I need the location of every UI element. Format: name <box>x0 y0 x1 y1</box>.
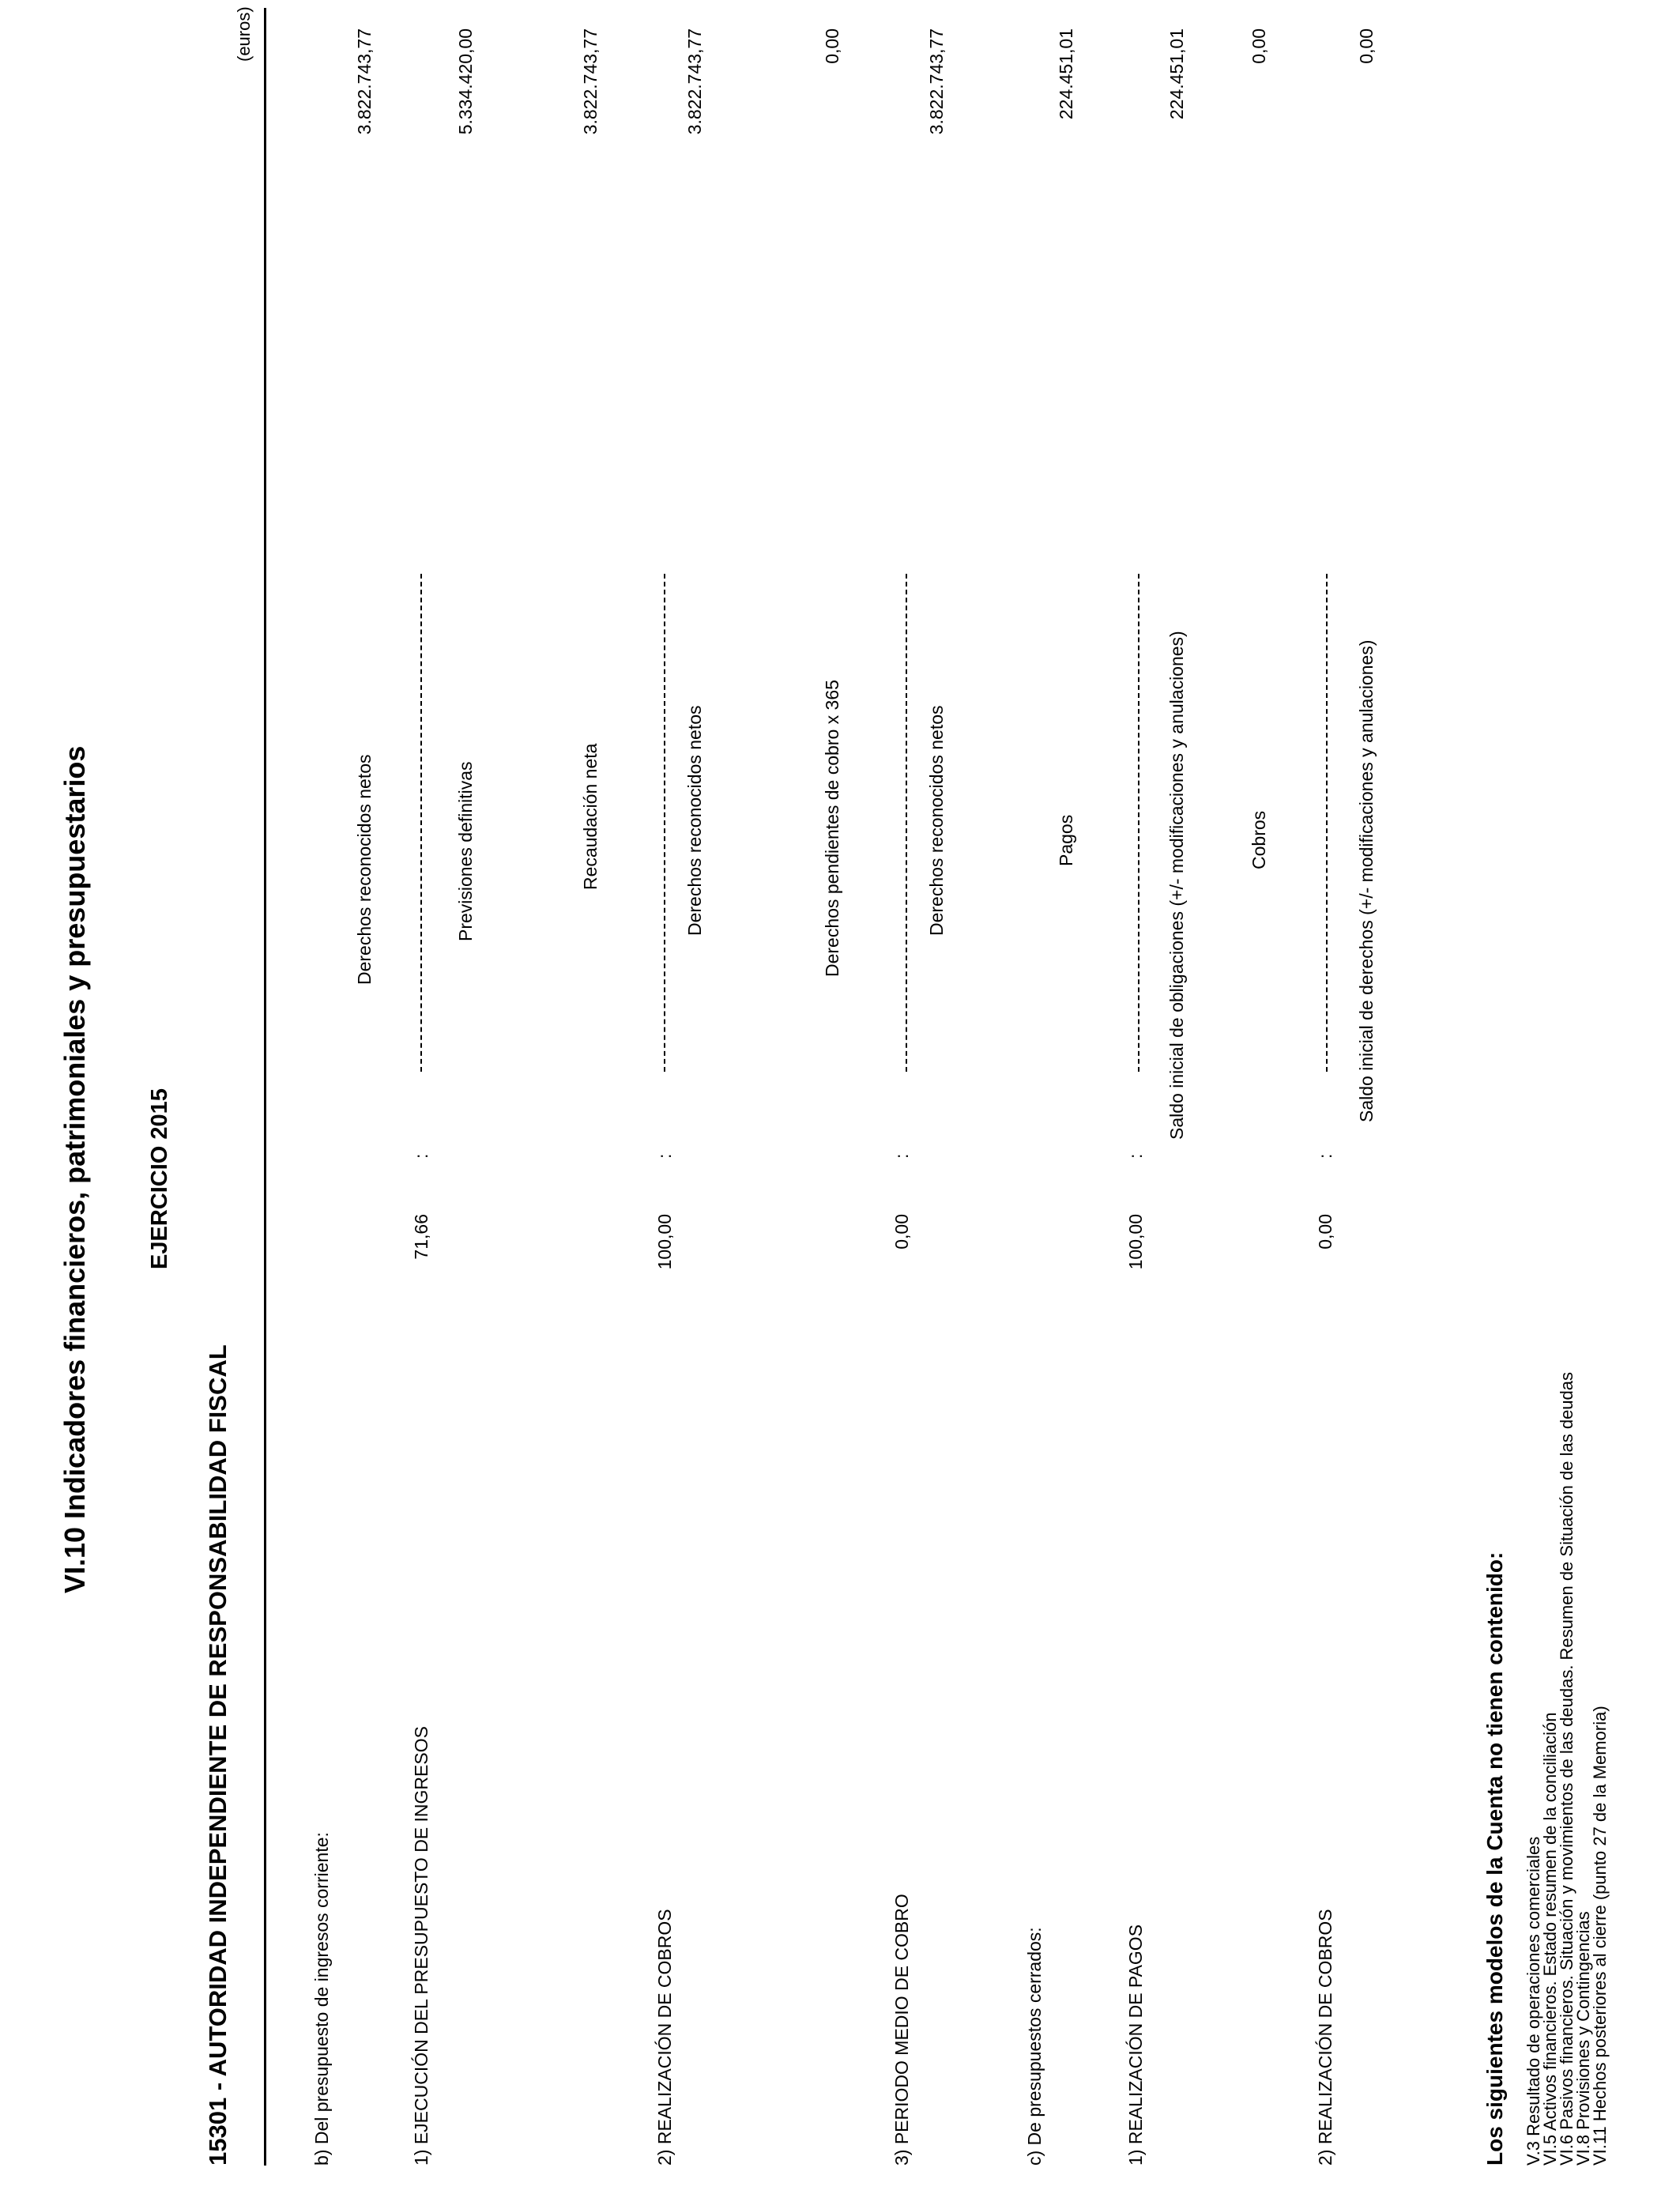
notes-item: VI.6 Pasivos financieros. Situación y movimientos de las deudas. Resumen de Situación de las deudas <box>1557 1371 1576 2166</box>
page-title: VI.10 Indicadores financieros, patrimoniales y presupuestarios <box>58 745 91 1593</box>
notes-item: VI.5 Activos financieros. Estado resumen de la conciliación <box>1540 1712 1560 2166</box>
indicator-result: 100,00 <box>1125 1214 1146 1270</box>
numerator-text: Pagos <box>1056 814 1076 866</box>
denominator-text: Saldo inicial de derechos (+/- modificaciones y anulaciones) <box>1356 639 1377 1122</box>
fraction-line <box>1326 574 1328 1072</box>
denominator-value: 0,00 <box>1356 28 1377 64</box>
fraction-line <box>664 574 665 1072</box>
numerator-value: 3.822.743,77 <box>354 28 375 135</box>
entity-heading: 15301 - AUTORIDAD INDEPENDIENTE DE RESPONSABILIDAD FISCAL <box>204 1344 232 2166</box>
indicator-result: 0,00 <box>891 1214 912 1250</box>
exercise-heading: EJERCICIO 2015 <box>147 1088 172 1269</box>
notes-item: VI.8 Provisiones y Contingencias <box>1573 1911 1593 2166</box>
indicator-result: 100,00 <box>654 1214 675 1270</box>
indicator-colon: : <box>891 1153 912 1159</box>
indicator-result: 0,00 <box>1315 1214 1335 1250</box>
notes-item: V.3 Resultado de operaciones comerciales <box>1524 1836 1543 2166</box>
numerator-value: 224.451,01 <box>1056 28 1076 120</box>
indicator-result: 71,66 <box>411 1214 431 1260</box>
numerator-text: Derechos reconocidos netos <box>354 754 375 985</box>
numerator-text: Recaudación neta <box>580 743 601 890</box>
numerator-text: Derechos pendientes de cobro x 365 <box>822 680 842 977</box>
denominator-value: 5.334.420,00 <box>455 28 476 135</box>
indicator-label: 2) REALIZACIÓN DE COBROS <box>654 1909 675 2166</box>
notes-item: VI.11 Hechos posteriores al cierre (punto 27 de la Memoria) <box>1590 1706 1610 2166</box>
notes-title: Los siguientes modelos de la Cuenta no tienen contenido: <box>1482 1551 1507 2166</box>
indicator-colon: : <box>411 1153 431 1159</box>
section-heading-corriente: b) Del presupuesto de ingresos corriente: <box>311 1832 332 2166</box>
currency-unit: (euros) <box>234 6 254 62</box>
fraction-line <box>420 574 422 1072</box>
indicator-colon: : <box>1125 1153 1146 1159</box>
fraction-line <box>906 574 907 1072</box>
denominator-text: Derechos reconocidos netos <box>684 705 705 936</box>
denominator-text: Derechos reconocidos netos <box>926 705 947 936</box>
denominator-value: 3.822.743,77 <box>926 28 947 135</box>
section-heading-cerrados: c) De presupuestos cerrados: <box>1024 1927 1045 2166</box>
numerator-value: 3.822.743,77 <box>580 28 601 135</box>
indicator-label: 3) PERIODO MEDIO DE COBRO <box>891 1894 912 2166</box>
denominator-text: Previsiones definitivas <box>455 761 476 941</box>
denominator-value: 3.822.743,77 <box>684 28 705 135</box>
numerator-value: 0,00 <box>822 28 842 64</box>
indicator-colon: : <box>1315 1153 1335 1159</box>
indicator-label: 2) REALIZACIÓN DE COBROS <box>1315 1909 1335 2166</box>
numerator-value: 0,00 <box>1249 28 1269 64</box>
header-rule <box>264 8 266 2166</box>
indicator-colon: : <box>654 1153 675 1159</box>
denominator-text: Saldo inicial de obligaciones (+/- modificaciones y anulaciones) <box>1166 631 1187 1140</box>
fraction-line <box>1138 574 1139 1072</box>
denominator-value: 224.451,01 <box>1166 28 1187 120</box>
indicator-label: 1) EJECUCIÓN DEL PRESUPUESTO DE INGRESOS <box>411 1726 431 2166</box>
numerator-text: Cobros <box>1249 810 1269 869</box>
indicator-label: 1) REALIZACIÓN DE PAGOS <box>1125 1924 1146 2166</box>
